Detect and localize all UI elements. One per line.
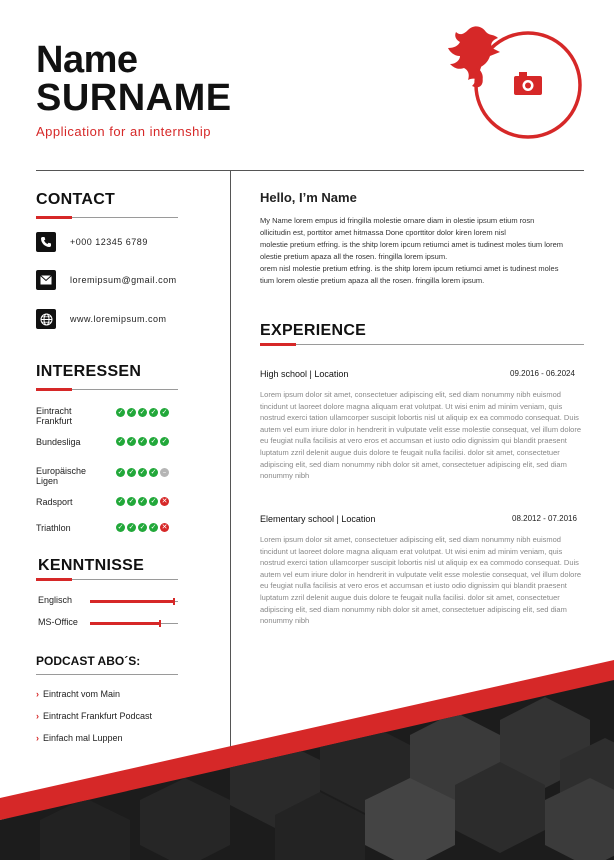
skill-bar-englisch xyxy=(90,601,178,602)
check-icon: ✓ xyxy=(161,437,168,445)
interest-label xyxy=(36,497,73,507)
job-line: autem vel eum iriure dolor in hendrerit in vulputate velit esse molestie consequat, vel illum dolore xyxy=(260,424,581,434)
skill-fill xyxy=(90,622,160,625)
intro-text xyxy=(260,215,583,287)
check-icon: ✓ xyxy=(128,437,135,445)
interest-label xyxy=(36,437,81,447)
job-line: eu feugiat nulla facilisis at vero eros et accumsan et iusto odio dignissim qui blandit praesent xyxy=(260,436,567,446)
experience-accent xyxy=(260,343,296,346)
contact-title: CONTACT xyxy=(36,191,116,208)
check-icon: ✓ xyxy=(139,437,146,445)
job-title: Elementary school | Location xyxy=(260,514,376,524)
check-icon: ✓ xyxy=(150,437,157,445)
contact-email[interactable] xyxy=(36,270,177,290)
job-line: autem vel eum iriure dolor in hendrerit in vulputate velit esse molestie consequat, vel illum dolore xyxy=(260,569,581,579)
job-line: nonummy nibh xyxy=(260,471,310,481)
job-line: Lorem ipsum dolor sit amet, consectetuer adipiscing elit, sed diam nonummy nibh euismod xyxy=(260,390,561,399)
podcast-label: Eintracht Frankfurt Podcast xyxy=(43,711,153,721)
contact-accent xyxy=(36,216,72,219)
chevron-right-icon: › xyxy=(36,711,39,721)
check-icon: ✓ xyxy=(117,497,124,505)
skills-title: KENNTNISSE xyxy=(38,557,145,574)
interest-label-line: Triathlon xyxy=(36,523,71,533)
job-line: tincidunt ut laoreet dolore magna aliquam erat volutpat. Ut wisi enim ad minim veniam, quis xyxy=(260,546,563,556)
rating-dots xyxy=(116,523,169,532)
job-line: tincidunt ut laoreet dolore magna aliquam erat volutpat. Ut wisi enim ad minim veniam, quis xyxy=(260,401,563,411)
mail-icon xyxy=(36,270,56,290)
intro-line: ollicitudin est, porttitor amet hitmassa Done cporttitor dolor kiren lorem nisl xyxy=(260,228,506,237)
job-line: luptatum zzril delenit augue duis dolore te feugait nulla facilisi. dolor sit amet, consectetuer xyxy=(260,447,560,457)
phone-icon xyxy=(36,232,56,252)
skill-marker xyxy=(159,620,161,627)
experience-title: EXPERIENCE xyxy=(260,322,367,339)
eagle-logo-icon xyxy=(448,26,500,87)
intro-line: tium lorem olestie pretium apaza all the rosen. fringilla lorem ipsum. xyxy=(260,276,485,285)
check-icon: ✓ xyxy=(128,408,135,416)
check-icon: ✓ xyxy=(117,523,124,531)
subtitle: Application for an internship xyxy=(36,124,211,139)
job-description xyxy=(260,534,584,627)
interest-label xyxy=(36,523,71,533)
interest-label-line: Radsport xyxy=(36,497,73,507)
interests-accent xyxy=(36,388,72,391)
check-icon: ✓ xyxy=(150,497,157,505)
job-date: 08.2012 - 07.2016 xyxy=(512,514,577,523)
rating-dots xyxy=(116,437,169,446)
skill-label: Englisch xyxy=(38,595,73,605)
skill-label: MS-Office xyxy=(38,617,78,627)
photo-placeholder[interactable] xyxy=(446,22,586,142)
cross-icon: ✕ xyxy=(161,523,168,531)
neutral-icon: – xyxy=(160,468,169,477)
header-divider xyxy=(36,170,584,171)
check-icon: ✓ xyxy=(150,468,157,476)
check-icon: ✓ xyxy=(139,497,146,505)
intro-line: olestie pretium apaza all the rosen. fringilla lorem ipsum. xyxy=(260,252,448,261)
podcast-label: Eintracht vom Main xyxy=(43,689,121,699)
intro-line: orem nisl molestie pretium etfring. is the shitp lorem ipcum retiumci amet is tudinest moles xyxy=(260,264,559,273)
camera-icon xyxy=(514,72,542,95)
interest-label xyxy=(36,466,86,486)
rating-dots xyxy=(116,497,169,506)
name-surname: SURNAME xyxy=(36,77,232,119)
job-line: eu feugiat nulla facilisis at vero eros et accumsan et iusto odio dignissim qui blandit praesent xyxy=(260,581,567,591)
skill-marker xyxy=(173,598,175,605)
job-line: nostrud exerci tation ullamcorper suscipit lobortis nisl ut aliquip ex ea commodo consequat. Duis xyxy=(260,413,579,423)
interest-label xyxy=(36,406,72,426)
job-description xyxy=(260,389,584,482)
contact-phone[interactable] xyxy=(36,232,148,252)
contact-website[interactable] xyxy=(36,309,167,329)
check-icon: ✓ xyxy=(117,437,124,445)
interest-label-line: Ligen xyxy=(36,476,59,486)
check-icon: ✓ xyxy=(128,468,135,476)
intro-line: My Name lorem empus id fringilla molestie ornare diam in olestie ipsum etium rosn xyxy=(260,216,535,225)
name-first: Name xyxy=(36,39,138,81)
skills-accent xyxy=(36,578,72,581)
skill-bar-ms-office xyxy=(90,623,178,624)
interest-label-line: Bundesliga xyxy=(36,437,81,447)
check-icon: ✓ xyxy=(150,523,157,531)
intro-greeting: Hello, I’m Name xyxy=(260,190,357,205)
interest-label-line: Europäische xyxy=(36,466,87,476)
chevron-right-icon: › xyxy=(36,689,39,699)
check-icon: ✓ xyxy=(139,523,146,531)
rating-dots xyxy=(116,408,169,417)
check-icon: ✓ xyxy=(150,408,157,416)
globe-icon xyxy=(36,309,56,329)
interest-label-line: Eintracht xyxy=(36,406,72,416)
intro-line: molestie pretium etfring. is the shitp lorem ipcum retiumci amet is tudinest moles tium lorem xyxy=(260,240,564,249)
job-line: adipiscing elit, sed diam nonummy nibh dolor sit amet, consectetuer adipiscing elit, sed diam xyxy=(260,604,567,614)
rating-dots xyxy=(116,468,169,477)
job-line: nostrud exerci tation ullamcorper suscipit lobortis nisl ut aliquip ex ea commodo consequat. Duis xyxy=(260,558,579,568)
chevron-right-icon: › xyxy=(36,733,39,743)
job-title: High school | Location xyxy=(260,369,349,379)
check-icon: ✓ xyxy=(128,497,135,505)
job-line: Lorem ipsum dolor sit amet, consectetuer adipiscing elit, sed diam nonummy nibh euismod xyxy=(260,535,561,544)
podcast-label: Einfach mal Luppen xyxy=(43,733,123,743)
contact-website-text: www.loremipsum.com xyxy=(70,314,167,324)
contact-phone-text: +000 12345 6789 xyxy=(70,237,148,247)
job-date: 09.2016 - 06.2024 xyxy=(510,369,575,378)
check-icon: ✓ xyxy=(117,468,124,476)
check-icon: ✓ xyxy=(128,523,135,531)
job-line: nonummy nibh xyxy=(260,616,310,626)
check-icon: ✓ xyxy=(117,408,124,416)
contact-email-text: loremipsum@gmail.com xyxy=(70,275,177,285)
check-icon: ✓ xyxy=(139,468,146,476)
footer-decoration xyxy=(0,650,614,860)
skill-fill xyxy=(90,600,174,603)
check-icon: ✓ xyxy=(139,408,146,416)
job-line: luptatum zzril delenit augue duis dolore te feugait nulla facilisi. dolor sit amet, consectetuer xyxy=(260,592,560,602)
check-icon: ✓ xyxy=(161,408,168,416)
experience-underline xyxy=(260,344,584,345)
cross-icon: ✕ xyxy=(161,497,168,505)
podcasts-title: PODCAST ABO´S: xyxy=(36,654,141,668)
interests-title: INTERESSEN xyxy=(36,363,142,380)
interest-label-line: Frankfurt xyxy=(36,416,73,426)
job-line: adipiscing elit, sed diam nonummy nibh dolor sit amet, consectetuer adipiscing elit, sed diam xyxy=(260,459,567,469)
